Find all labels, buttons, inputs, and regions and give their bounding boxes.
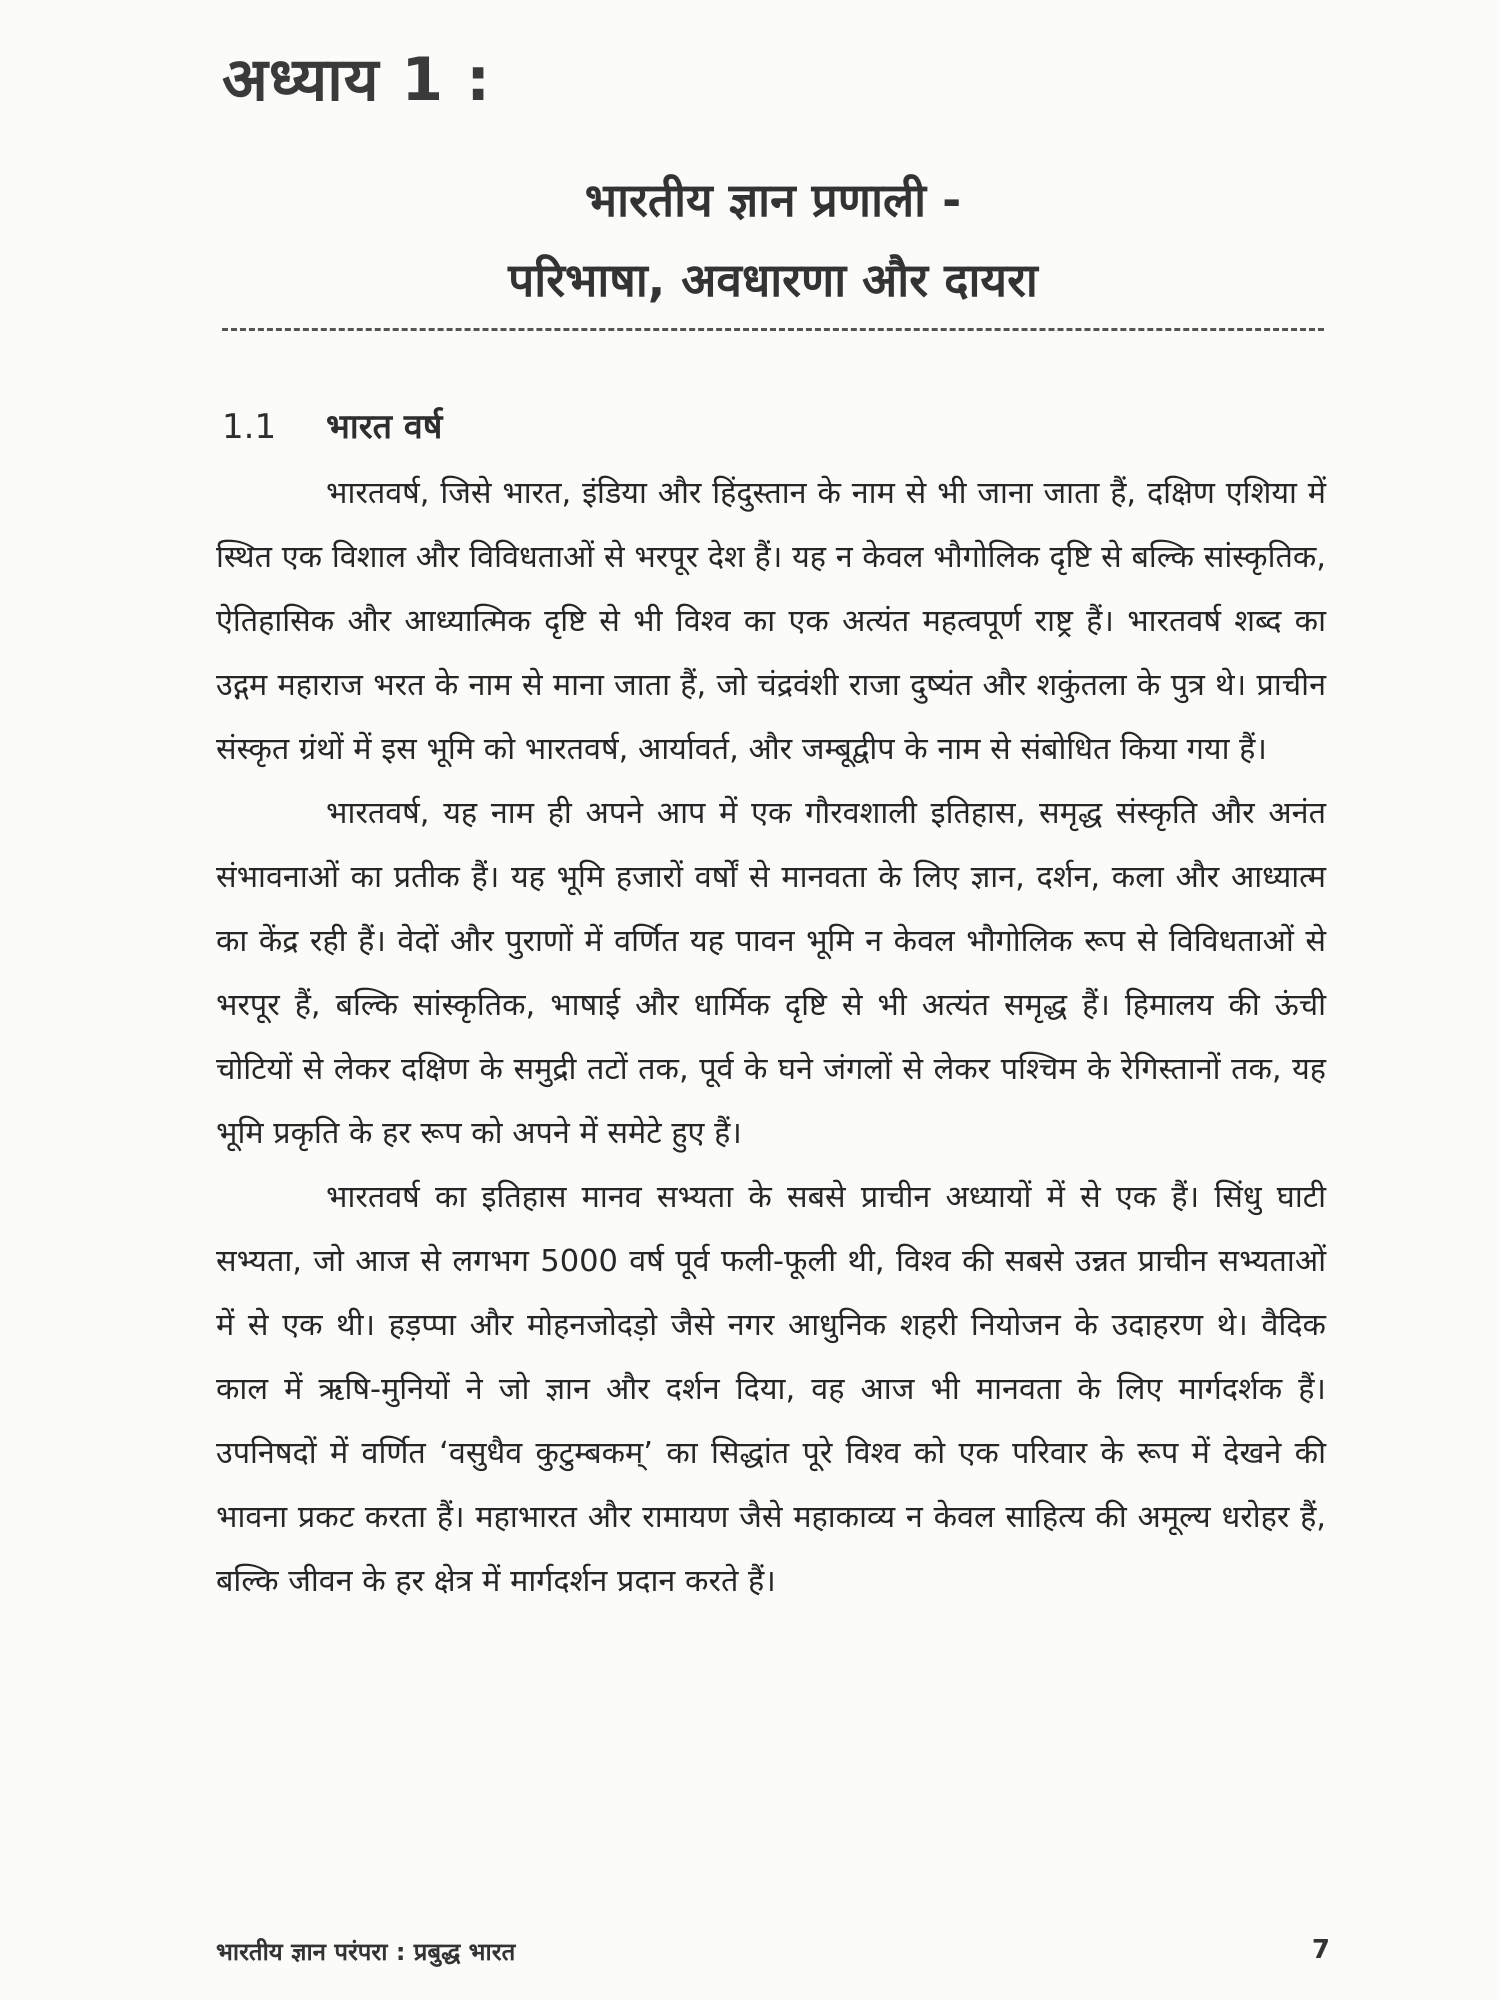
- page-number: 7: [1311, 1935, 1330, 1965]
- paragraph-1: भारतवर्ष, जिसे भारत, इंडिया और हिंदुस्तान के नाम से भी जाना जाता हैं, दक्षिण एशिया में स्थित एक विशाल और विविधताओं से भरपूर देश हैं। यह न केवल भौगोलिक दृष्टि से बल्कि सांस्कृतिक, ऐतिहासिक और आध्यात्मिक दृष्टि से भी विश्व का एक अत्यंत महत्वपूर्ण राष्ट्र हैं। भारतवर्ष शब्द का उद्गम महाराज भरत के नाम से माना जाता हैं, जो चंद्रवंशी राजा दुष्यंत और शकुंतला के पुत्र थे। प्राचीन संस्कृत ग्रंथों में इस भूमि को भारतवर्ष, आर्यावर्त, और जम्बूद्वीप के नाम से संबोधित किया गया हैं।: [216, 476, 1326, 767]
- page-footer: [216, 1935, 1330, 1968]
- chapter-title-line-1: भारतीय ज्ञान प्रणाली -: [584, 173, 962, 227]
- section-heading: [222, 402, 442, 448]
- paragraph-3: भारतवर्ष का इतिहास मानव सभ्यता के सबसे प्राचीन अध्यायों में से एक हैं। सिंधु घाटी सभ्यता, जो आज से लगभग 5000 वर्ष पूर्व फली-फूली थी, विश्व की सबसे उन्नत प्राचीन सभ्यताओं में से एक थी। हड़प्पा और मोहनजोदड़ो जैसे नगर आधुनिक शहरी नियोजन के उदाहरण थे। वैदिक काल में ऋषि-मुनियों ने जो ज्ञान और दर्शन दिया, वह आज भी मानवता के लिए मार्गदर्शक हैं। उपनिषदों में वर्णित ‘वसुधैव कुटुम्बकम्’ का सिद्धांत पूरे विश्व को एक परिवार के रूप में देखने की भावना प्रकट करता हैं। महाभारत और रामायण जैसे महाकाव्य न केवल साहित्य की अमूल्य धरोहर हैं, बल्कि जीवन के हर क्षेत्र में मार्गदर्शन प्रदान करते हैं।: [216, 1180, 1326, 1599]
- body-text: [216, 462, 1326, 1614]
- chapter-label: अध्याय 1 :: [222, 45, 492, 115]
- chapter-title-line-2: परिभाषा, अवधारणा और दायरा: [508, 253, 1038, 307]
- chapter-title: [222, 160, 1324, 320]
- section-number: 1.1: [222, 407, 277, 447]
- paragraph-2: भारतवर्ष, यह नाम ही अपने आप में एक गौरवशाली इतिहास, समृद्ध संस्कृति और अनंत संभावनाओं का प्रतीक हैं। यह भूमि हजारों वर्षों से मानवता के लिए ज्ञान, दर्शन, कला और आध्यात्म का केंद्र रही हैं। वेदों और पुराणों में वर्णित यह पावन भूमि न केवल भौगोलिक रूप से विविधताओं से भरपूर हैं, बल्कि सांस्कृतिक, भाषाई और धार्मिक दृष्टि से भी अत्यंत समृद्ध हैं। हिमालय की ऊंची चोटियों से लेकर दक्षिण के समुद्री तटों तक, पूर्व के घने जंगलों से लेकर पश्चिम के रेगिस्तानों तक, यह भूमि प्रकृति के हर रूप को अपने में समेटे हुए हैं।: [216, 796, 1326, 1151]
- dashed-divider: [222, 328, 1324, 331]
- section-title: भारत वर्ष: [326, 407, 443, 447]
- footer-book-title: भारतीय ज्ञान परंपरा : प्रबुद्ध भारत: [216, 1938, 516, 1966]
